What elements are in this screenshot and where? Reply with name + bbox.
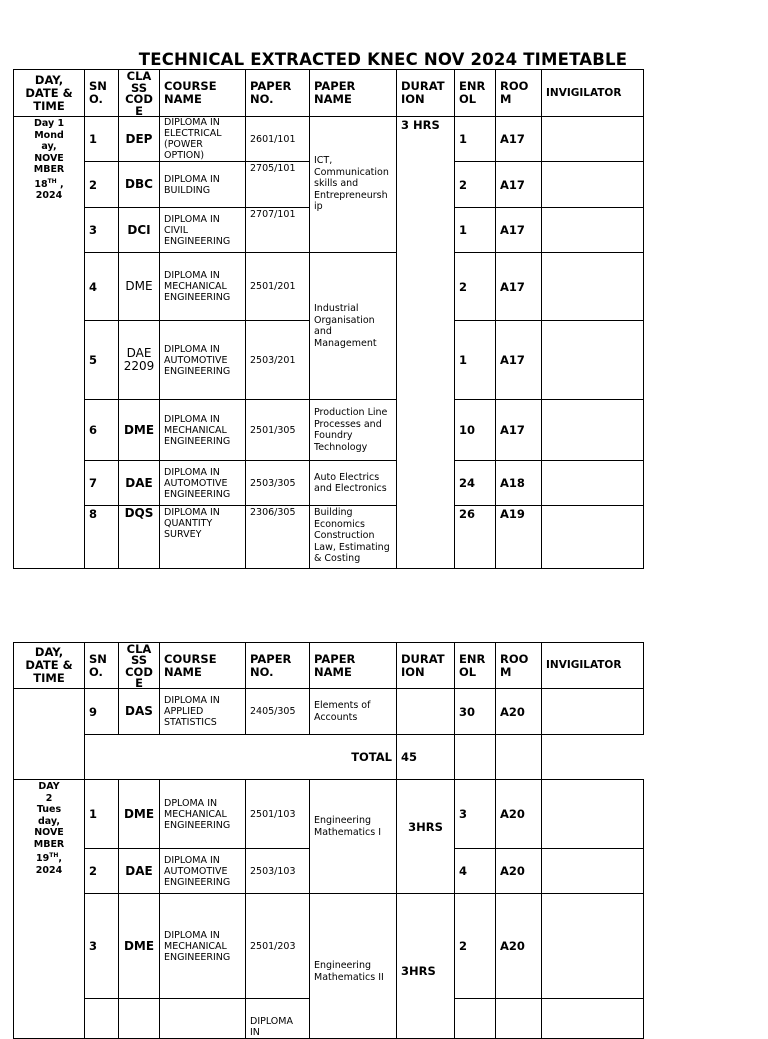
header-class-code: CLA SS COD E: [119, 70, 160, 117]
invigilator-cell: [542, 208, 644, 253]
table-row: 5 DAE 2209 DIPLOMA IN AUTOMOTIVE ENGINEERING 2503/201 1 A17: [14, 321, 644, 400]
invigilator-cell: [542, 400, 644, 461]
header-duration: DURAT ION: [397, 70, 455, 117]
header-row: [14, 70, 644, 117]
table-row: DAY 2 Tues day, NOVE MBER 19TH, 2024 1 DME DPLOMA IN MECHANICAL ENGINEERING 2501/103 Engineering Mathematics I 3HRS 3 A20: [14, 780, 644, 849]
table-row: Day 1 Mond ay, NOVE MBER 18TH , 2024 1 DEP DIPLOMA IN ELECTRICAL (POWER OPTION) 2601/101 ICT, Communication skills and Entrepreneursh ip 3 HRS 1 A17: [14, 117, 644, 162]
header-paper-name: PAPER NAME: [310, 70, 397, 117]
table-row: 7 DAE DIPLOMA IN AUTOMOTIVE ENGINEERING 2503/305 Auto Electrics and Electronics 24 A18: [14, 461, 644, 506]
header-enrol: ENR OL: [455, 70, 496, 117]
table-row: 4 DME DIPLOMA IN MECHANICAL ENGINEERING 2501/201 Industrial Organisation and Management 2 A17: [14, 253, 644, 321]
invigilator-cell: [542, 849, 644, 894]
total-row: [14, 735, 644, 780]
invigilator-cell: [542, 253, 644, 321]
page-title: TECHNICAL EXTRACTED KNEC NOV 2024 TIMETABLE: [138, 50, 628, 69]
header-row: DAY, DATE & TIME SN O. CLA SS COD E COURSE NAME PAPER NO. PAPER NAME DURAT ION ENR OL ROO M INVIGILATOR: [14, 643, 644, 689]
table-row: 2 DBC DIPLOMA IN BUILDING 2705/101 2 A17: [14, 162, 644, 208]
total-label: TOTAL: [310, 735, 397, 780]
invigilator-cell: [542, 117, 644, 162]
header-paper-no: PAPER NO.: [246, 70, 310, 117]
table-row: 6 DME DIPLOMA IN MECHANICAL ENGINEERING 2501/305 Production Line Processes and Foundry Technology 10 A17: [14, 400, 644, 461]
table-row: 2 DAE DIPLOMA IN AUTOMOTIVE ENGINEERING 2503/103 4 A20: [14, 849, 644, 894]
invigilator-cell: [542, 780, 644, 849]
header-sno: SN O.: [85, 70, 119, 117]
invigilator-cell: [542, 894, 644, 999]
table-row: 3 DME DIPLOMA IN MECHANICAL ENGINEERING 2501/203 Engineering Mathematics II 3HRS 2 A20: [14, 894, 644, 999]
invigilator-cell: [542, 461, 644, 506]
timetable-page2: [13, 642, 644, 1039]
invigilator-cell: [542, 321, 644, 400]
day2-duration-2: 3HRS: [397, 894, 455, 1039]
header-invigilator: INVIGILATOR: [542, 70, 644, 117]
day2-label: DAY 2 Tues day, NOVE MBER 19TH, 2024: [14, 780, 85, 1039]
timetable-day1: [13, 69, 644, 569]
invigilator-cell: [542, 689, 644, 735]
table-row: 3 DCI DIPLOMA IN CIVIL ENGINEERING 2707/101 1 A17: [14, 208, 644, 253]
invigilator-cell: [542, 506, 644, 569]
day1-label: Day 1 Mond ay, NOVE MBER 18TH , 2024: [14, 117, 85, 569]
header-room: ROO M: [496, 70, 542, 117]
day1-duration: 3 HRS: [397, 117, 455, 569]
invigilator-cell: [542, 162, 644, 208]
header-day: DAY, DATE & TIME: [14, 70, 85, 117]
paper-name-em2: Engineering Mathematics II: [310, 894, 397, 1039]
total-value: 45: [397, 735, 455, 780]
table-row: DIPLOMA IN: [14, 999, 644, 1039]
table-row: 8 DQS DIPLOMA IN QUANTITY SURVEY 2306/305 Building Economics Construction Law, Estimating & Costing 26 A19: [14, 506, 644, 569]
day2-duration-1: 3HRS: [397, 780, 455, 894]
paper-name-em1: Engineering Mathematics I: [310, 780, 397, 894]
paper-name-iom: Industrial Organisation and Management: [310, 253, 397, 400]
paper-name-ict: ICT, Communication skills and Entrepreneursh ip: [310, 117, 397, 253]
table-row: 9 DAS DIPLOMA IN APPLIED STATISTICS 2405/305 Elements of Accounts 30 A20: [14, 689, 644, 735]
header-course-name: COURSE NAME: [160, 70, 246, 117]
